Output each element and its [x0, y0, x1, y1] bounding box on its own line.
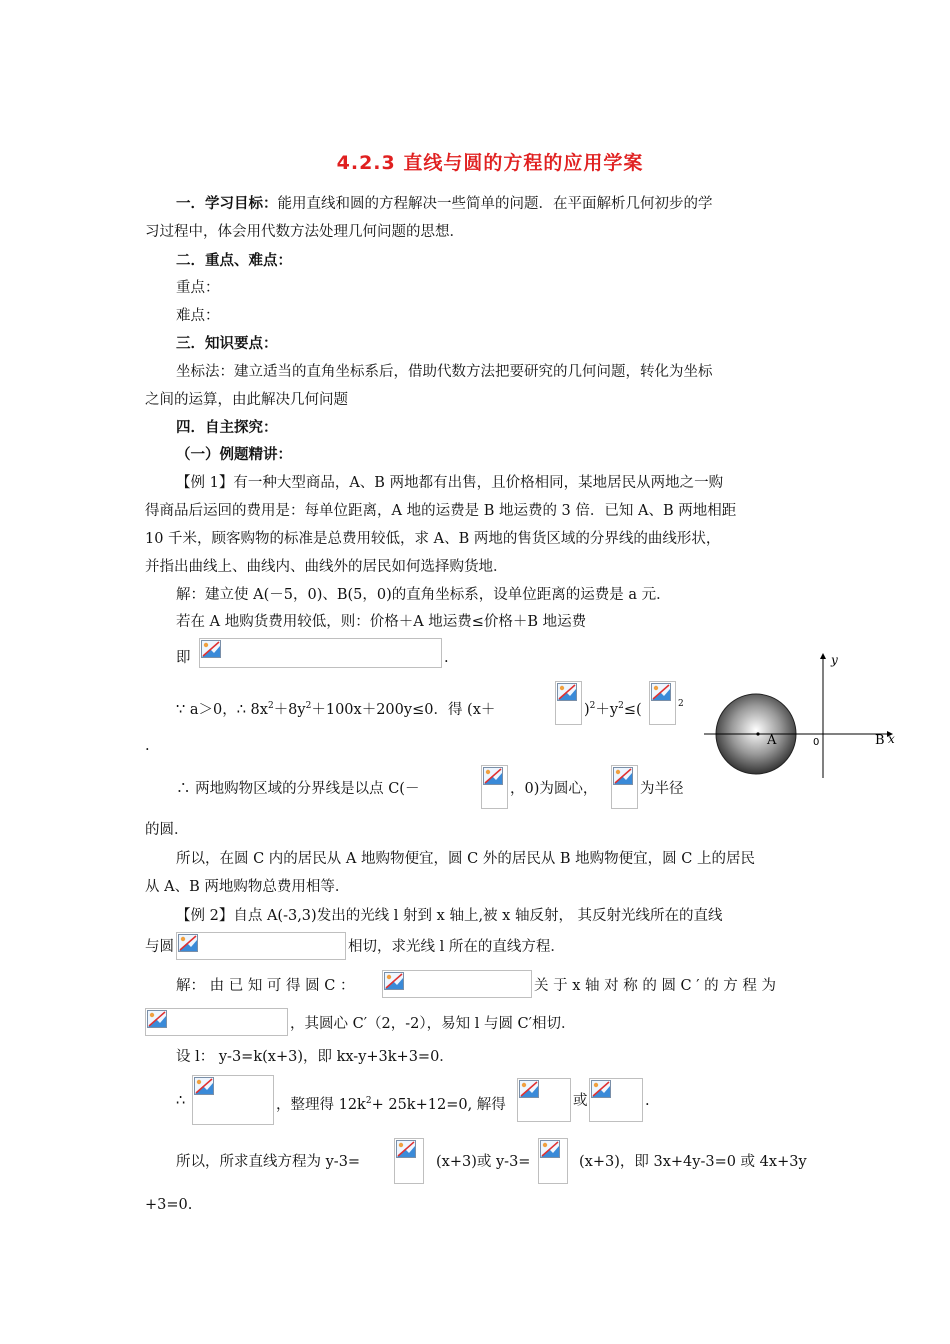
- solution-2-line-b: ，其圆心 C′（2，-2），易知 l 与圆 C′相切．: [290, 1016, 576, 1032]
- center-point: [756, 732, 759, 735]
- solution-1-therefore-c: 为半径: [640, 781, 684, 797]
- formula-image-9: [192, 1075, 274, 1125]
- broken-image-icon: [591, 1080, 611, 1098]
- point-b-label: B: [875, 733, 885, 748]
- period: .: [645, 1093, 650, 1109]
- broken-image-icon: [396, 1140, 416, 1158]
- broken-image-icon: [384, 972, 404, 990]
- example-2-yu-yuan: 与圆: [145, 939, 174, 955]
- solution-1-conclusion-b: 从 A、B 两地购物总费用相等．: [145, 879, 350, 895]
- origin-label: 0: [813, 737, 820, 748]
- sup-two: 2: [678, 699, 684, 709]
- formula-image-2: [555, 681, 582, 725]
- broken-image-icon: [483, 767, 503, 785]
- solution-1-line-b: 若在 A 地购货费用较低，则：价格＋A 地运费≤价格＋B 地运费: [176, 614, 587, 630]
- solution-2-line-f: +3=0.: [145, 1197, 193, 1213]
- coord-method-a: 坐标法：建立适当的直角坐标系后，借助代数方法把要研究的几何问题，转化为坐标: [176, 364, 713, 380]
- x-label: x: [888, 732, 895, 746]
- formula-image-7: [382, 970, 532, 998]
- goal-line-1: [176, 194, 713, 214]
- formula-image-1: [199, 638, 442, 668]
- page-title: 4.2.3 直线与圆的方程的应用学案: [336, 152, 644, 174]
- solution-2-therefore: ∴: [176, 1093, 186, 1109]
- solution-2-line-a: 解： 由 已 知 可 得 圆 C ：: [176, 978, 355, 994]
- broken-image-icon: [194, 1077, 214, 1095]
- broken-image-icon: [613, 767, 633, 785]
- examples-subheading: （一）例题精讲：: [176, 447, 292, 463]
- broken-image-icon: [201, 640, 221, 658]
- formula-image-10: [517, 1078, 571, 1122]
- example-1-line-b: 得商品后运回的费用是：每单位距离，A 地的运费是 B 地运费的 3 倍．已知 A、B 两地相距: [145, 503, 737, 519]
- solution-1-because: ∵ a＞0，∴ $8x^2+8y^2+100x+200y\le 0$．得 (x＋: [176, 701, 496, 718]
- section-1-heading: 一．学习目标：: [176, 196, 278, 212]
- y-label: y: [831, 653, 838, 667]
- solution-2-arrange: ，整理得 $12k^2+ 25k+12=0$, 解得: [276, 1096, 506, 1113]
- solution-2-or: 或: [573, 1093, 588, 1109]
- example-1-line-d: 并指出曲线上、曲线内、曲线外的居民如何选择购货地．: [145, 559, 508, 575]
- solution-2-line-e-tail: (x+3)，即 3x+4y-3=0 或 4x+3y: [579, 1154, 807, 1170]
- solution-1-therefore-a: ∴ 两地购物区域的分界线是以点 C(－: [176, 781, 420, 797]
- broken-image-icon: [178, 934, 198, 952]
- key-point-label: 重点：: [176, 280, 220, 296]
- example-1-line-a: 【例 1】有一种大型商品，A、B 两地都有出售，且价格相同，某地居民从两地之一购: [176, 475, 724, 491]
- example-1-line-c: 10 千米，顾客购物的标准是总费用较低，求 A、B 两地的售货区域的分界线的曲线形状，: [145, 531, 721, 547]
- broken-image-icon: [147, 1010, 167, 1028]
- formula-image-3: [649, 681, 676, 725]
- goal-text-b: 习过程中，体会用代数方法处理几何问题的思想．: [145, 224, 464, 240]
- stray-dot: .: [145, 738, 150, 754]
- coord-method-b: 之间的运算，由此解决几何问题: [145, 392, 348, 408]
- solution-1-because-tail: )$^2+y^2\le$(: [584, 701, 642, 718]
- formula-image-11: [589, 1078, 643, 1122]
- formula-image-6: [176, 932, 346, 960]
- coordinate-figure: [700, 650, 900, 780]
- broken-image-icon: [519, 1080, 539, 1098]
- section-4-heading: 四．自主探究：: [176, 420, 278, 436]
- formula-image-13: [538, 1138, 568, 1184]
- solution-2-line-a-tail: 关 于 x 轴 对 称 的 圆 C ′ 的 方 程 为: [534, 978, 776, 994]
- example-2-line-a: 【例 2】自点 A(-3,3)发出的光线 l 射到 x 轴上,被 x 轴反射， 其反射光线所在的直线: [176, 908, 723, 924]
- difficulty-label: 难点：: [176, 308, 220, 324]
- broken-image-icon: [651, 683, 671, 701]
- formula-image-4: [481, 765, 508, 809]
- point-a-label: A: [767, 733, 777, 748]
- section-3-heading: 三．知识要点：: [176, 336, 278, 352]
- formula-image-12: [394, 1138, 424, 1184]
- goal-text-a: 能用直线和圆的方程解决一些简单的问题．在平面解析几何初步的学: [277, 196, 713, 212]
- broken-image-icon: [557, 683, 577, 701]
- solution-2-line-c: 设 l： y-3=k(x+3)，即 kx-y+3k+3=0．: [176, 1049, 454, 1065]
- broken-image-icon: [540, 1140, 560, 1158]
- solution-1-therefore-b: ，0)为圆心，: [510, 781, 598, 797]
- solution-1-conclusion-a: 所以，在圆 C 内的居民从 A 地购物便宜，圆 C 外的居民从 B 地购物便宜，圆 C 上的居民: [176, 851, 755, 867]
- solution-1-line-a: 解：建立使 A(－5，0)、B(5，0)的直角坐标系，设单位距离的运费是 a 元．: [176, 587, 671, 603]
- solution-2-line-e-mid: (x+3)或 y-3=: [436, 1154, 531, 1170]
- solution-1-ji: 即: [176, 650, 191, 666]
- section-2-heading: 二．重点、难点：: [176, 253, 292, 269]
- solution-1-circle: 的圆．: [145, 822, 189, 838]
- formula-image-8: [145, 1008, 288, 1036]
- formula-image-5: [611, 765, 638, 809]
- period: .: [444, 650, 449, 666]
- example-2-line-b: 相切，求光线 l 所在的直线方程．: [348, 939, 565, 955]
- solution-2-line-e: 所以，所求直线方程为 y-3=: [176, 1154, 361, 1170]
